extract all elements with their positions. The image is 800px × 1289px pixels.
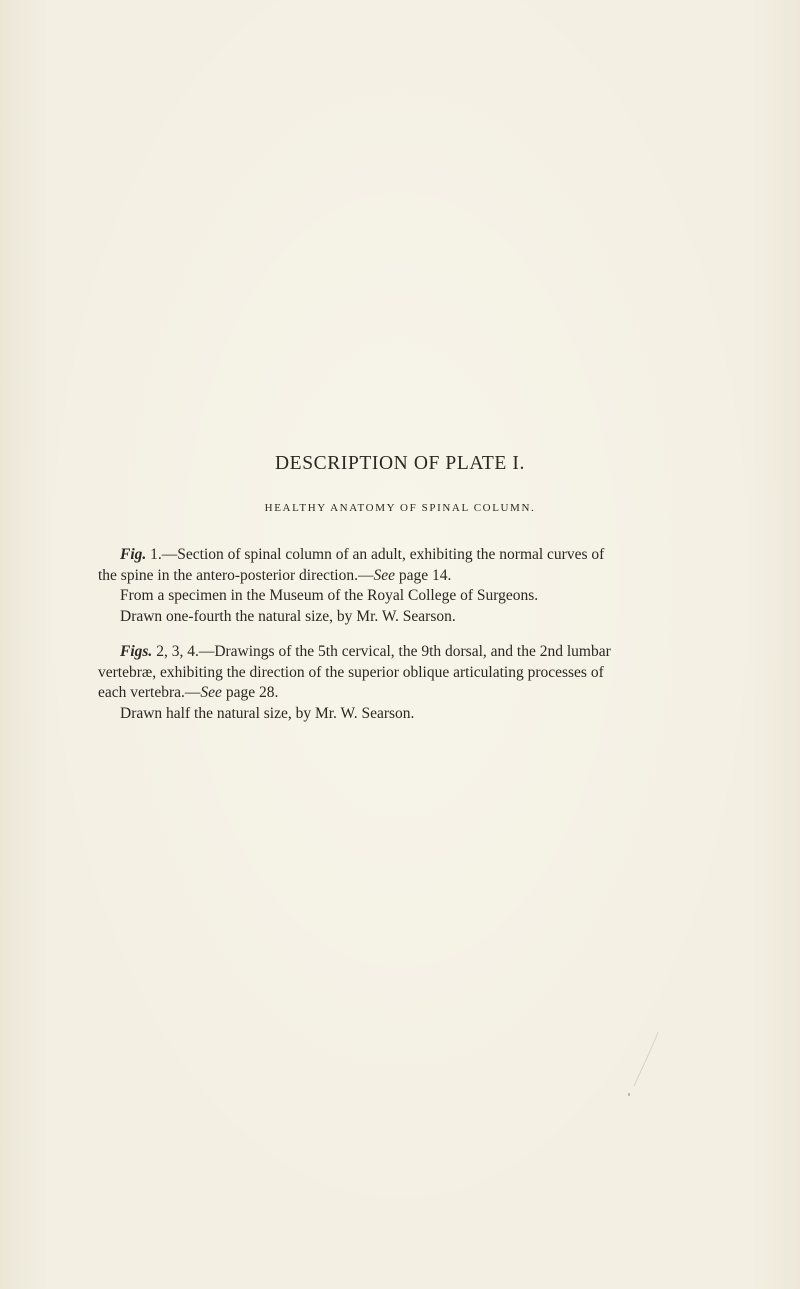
page-title: DESCRIPTION OF PLATE I. — [275, 453, 525, 474]
fig-1-label: Fig. — [120, 546, 147, 563]
section-subtitle: HEALTHY ANATOMY OF SPINAL COLUMN. — [264, 502, 536, 514]
figs-2-3-4-line-3 — [98, 683, 713, 704]
fig-1-see-reference: See — [373, 566, 395, 584]
figs-2-3-4-label: Figs. — [120, 643, 153, 660]
fig-1-line-2 — [98, 566, 713, 587]
figs-2-3-4-line-1-text: 2, 3, 4.—Drawings of the 5th cervical, the 9th dorsal, and the 2nd lumbar — [152, 643, 611, 660]
fig-1-line-3: From a specimen in the Museum of the Royal College of Surgeons. — [120, 587, 539, 604]
figs-2-3-4-line-2: vertebræ, exhibiting the direction of the superior oblique articulating processes of — [98, 663, 604, 681]
figs-2-3-4-line-4: Drawn half the natural size, by Mr. W. Searson. — [120, 704, 415, 722]
fig-1-line-4: Drawn one-fourth the natural size, by Mr. W. Searson. — [120, 607, 456, 625]
figs-2-3-4-page-reference: page 28. — [221, 684, 279, 701]
figs-2-3-4-line-3-text: each vertebra.— — [98, 684, 201, 701]
figs-2-3-4-description — [98, 642, 713, 724]
fig-1-line-1 — [98, 545, 713, 566]
figs-2-3-4-line-1 — [98, 642, 713, 663]
fig-1-line-2-text: the spine in the antero-posterior direction.— — [98, 566, 374, 584]
paper-crease-mark — [630, 1030, 660, 1090]
fig-1-line-1-text: 1.—Section of spinal column of an adult, exhibiting the normal curves of — [146, 546, 605, 563]
figs-2-3-4-see-reference: See — [200, 684, 222, 701]
fig-1-page-reference: page 14. — [395, 566, 452, 584]
paper-speck — [628, 1093, 630, 1096]
fig-1-description — [98, 545, 713, 627]
